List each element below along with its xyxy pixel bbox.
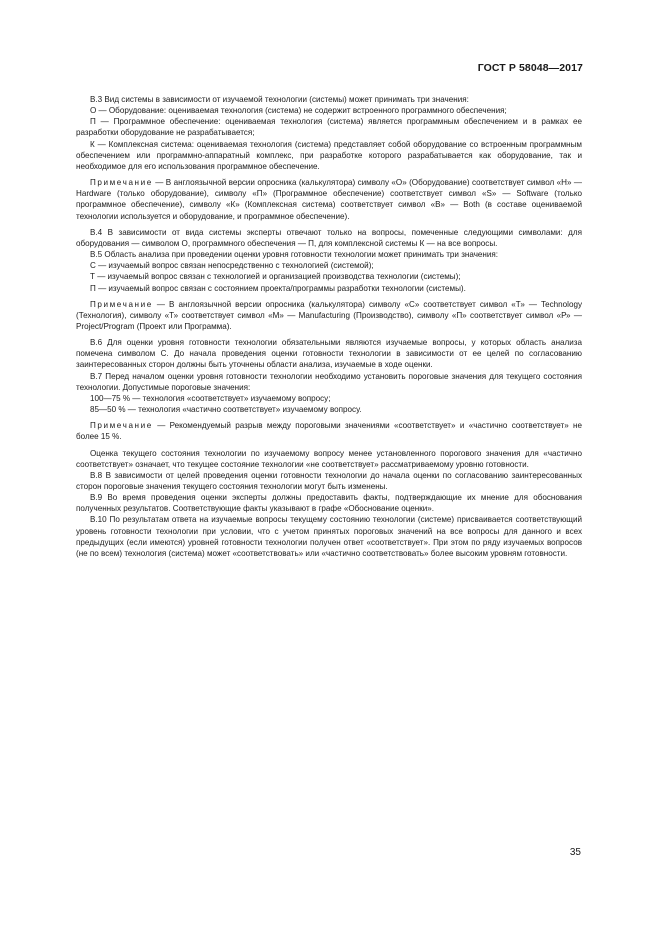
paragraph-threshold: Оценка текущего состояния технологии по изучаемому вопросу менее установленного порогового значения для «частично соответствует» означает, что текущее состояние технологии «не соответствует» рассматриваемому уровню готовности. (76, 448, 582, 469)
list-item: К — Комплексная система: оцениваемая технология (система) представляет собой оборудование со встроенным программным обеспечением или программно-аппаратный комплекс, при разработке которого разрабатывается как оборудование, так и необходимое для его использования программное обеспечение. (76, 139, 582, 171)
list-item: 100—75 % — технология «соответствует» изучаемому вопросу; (90, 393, 331, 403)
paragraph-b3: В.3 Вид системы в зависимости от изучаемой технологии (системы) может принимать три значения: (90, 95, 469, 104)
document-header: ГОСТ Р 58048—2017 (477, 62, 583, 74)
list-item: П — изучаемый вопрос связан с состоянием проекта/программы разработки технологии (системы). (90, 283, 466, 293)
note-label: Примечание (90, 178, 153, 188)
note-text: — В англоязычной версии опросника (калькулятора) символу «О» (Оборудование) соответствует символ «Н» — Hardware (только оборудование), символу «П» (Программное обеспечение) соответствует символ «S» — Software (только программное обеспечение), символу «К» (Комплексная система) соответствует символ «В» — Both (в составе оцениваемой технологии используется и оборудование, и программное обеспечение). (76, 178, 582, 221)
list-item: П — Программное обеспечение: оцениваемая технология (система) является программным обеспечением и в рамках ее разработки оборудование не разрабатывается; (76, 117, 582, 138)
note-text: — В англоязычной версии опросника (калькулятора) символу «С» соответствует символ «Т» — Technology (Технология), символу «Т» соответствует символ «М» — Manufacturing (Производство), символу «П» соответствует символ «Р» — Project/Program (Проект или Программа). (76, 299, 583, 331)
document-body (76, 94, 582, 559)
paragraph-b6: В.6 Для оценки уровня готовности технологии обязательными являются изучаемые вопросы, у которых область анализа помечена символом С. До начала проведения оценки готовности технологии в зависимости от ее целей по согласованию заинтересованных сторон должны быть уточнены области анализа, изучаемые в ходе оценки. (76, 338, 582, 370)
paragraph-b10: В.10 По результатам ответа на изучаемые вопросы текущему состоянию технологии (системе) присваивается соответствующий уровень готовности технологии при условии, что с учетом принятых пороговых значений на все вопросы для данного и всех предыдущих (если имеются) уровней готовности технологии получен ответ «соответствует». При этом по ряду изучаемых вопросов (не по всем) технология (система) может «соответствовать» или «частично соответствовать» более высоким уровням готовности. (76, 515, 582, 558)
list-item: Т — изучаемый вопрос связан с технологией и организацией производства технологии (системы); (90, 272, 461, 282)
page-number: 35 (569, 847, 581, 858)
note-label: Примечание (90, 421, 153, 431)
paragraph-b4: В.4 В зависимости от вида системы эксперты отвечают только на вопросы, помеченные следующими символами: для оборудования — символом О, программного обеспечения — П, для комплексной системы К — на все вопросы. (76, 227, 582, 248)
note-text: — Рекомендуемый разрыв между пороговыми значениями «соответствует» и «частично соответствует» не более 15 %. (76, 421, 583, 442)
list-item: 85—50 % — технология «частично соответствует» изучаемому вопросу. (90, 405, 362, 415)
note-label: Примечание (90, 299, 153, 309)
paragraph-b5: В.5 Область анализа при проведении оценки уровня готовности технологии может принимать три значения: (90, 250, 499, 260)
list-item: О — Оборудование: оцениваемая технология (система) не содержит встроенного программного обеспечения; (90, 106, 507, 116)
paragraph-b9: В.9 Во время проведения оценки эксперты должны предоставить факты, подтверждающие их мнение для обоснования полученных результатов. Соответствующие факты указывают в графе «Обоснование оценки». (76, 493, 582, 514)
paragraph-b8: В.8 В зависимости от целей проведения оценки готовности технологии до начала оценки по согласованию заинтересованных сторон пороговые значения текущего состояния технологии могут быть изменены. (76, 470, 582, 491)
note-2 (76, 299, 582, 332)
paragraph-b7: В.7 Перед началом оценки уровня готовности технологии необходимо установить пороговые значения для текущего состояния технологии. Допустимые пороговые значения: (76, 371, 582, 392)
note-3 (76, 420, 582, 442)
list-item: С — изучаемый вопрос связан непосредственно с технологией (системой); (90, 261, 374, 271)
note-1 (76, 177, 582, 222)
